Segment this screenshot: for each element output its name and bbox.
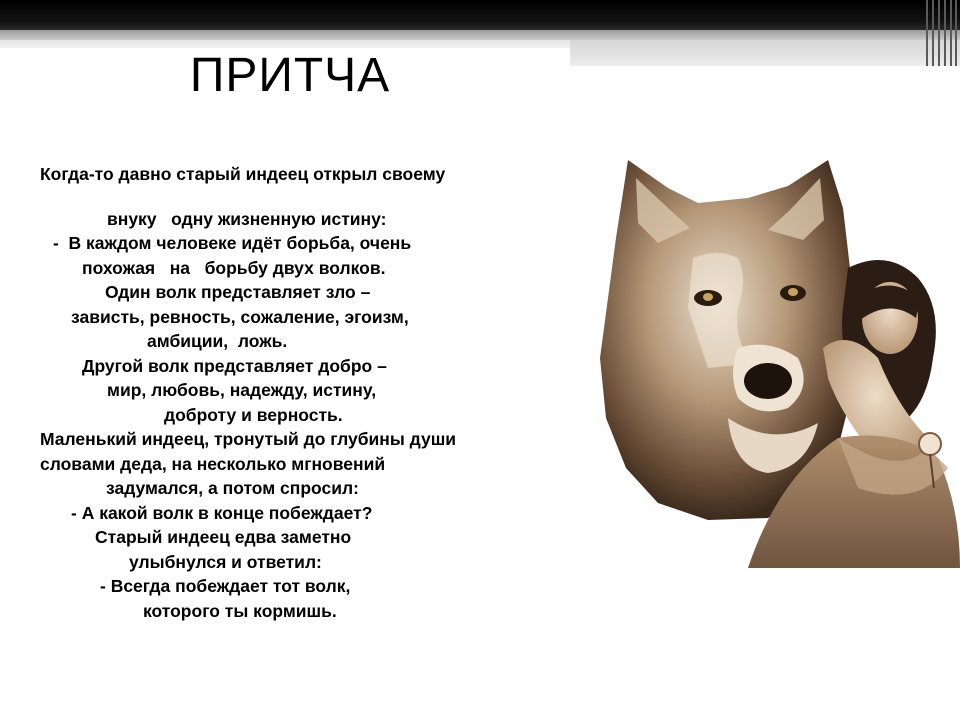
slide-title: ПРИТЧА <box>189 49 391 102</box>
text-line: - Всегда побеждает тот волк, <box>100 576 351 596</box>
text-line: амбиции, ложь. <box>147 331 288 351</box>
text-line: - В каждом человеке идёт борьба, очень <box>53 233 412 253</box>
text-line: которого ты кормишь. <box>143 600 337 621</box>
black-header-bar <box>0 0 960 30</box>
text-line: - А какой волк в конце побеждает? <box>71 502 373 523</box>
text-line: словами деда, на несколько мгновений <box>40 453 386 474</box>
text-line: похожая на борьбу двух волков. <box>82 257 386 278</box>
light-header-bar-right <box>570 40 960 66</box>
text-line: зависть, ревность, сожаление, эгоизм, <box>71 306 409 327</box>
gray-header-bar <box>0 30 960 40</box>
header-stripes <box>920 0 960 66</box>
light-header-bar-left <box>0 40 570 48</box>
text-line: доброту и верность. <box>164 404 343 425</box>
text-line: Старый индеец едва заметно <box>95 527 352 547</box>
text-line: улыбнулся и ответил: <box>129 551 322 572</box>
text-line: мир, любовь, надежду, истину, <box>107 380 377 400</box>
wolf-and-woman-illustration <box>598 148 960 568</box>
text-line: Когда-то давно старый индеец открыл своему <box>40 164 446 184</box>
text-line: Один волк представляет зло – <box>105 282 371 302</box>
text-line: внуку одну жизненную истину: <box>107 208 387 229</box>
slide-header-bars <box>0 0 960 66</box>
text-line: задумался, а потом спросил: <box>106 478 359 498</box>
text-line: Маленький индеец, тронутый до глубины души <box>40 429 457 449</box>
text-line: Другой волк представляет добро – <box>82 355 387 376</box>
parable-text <box>40 162 560 623</box>
